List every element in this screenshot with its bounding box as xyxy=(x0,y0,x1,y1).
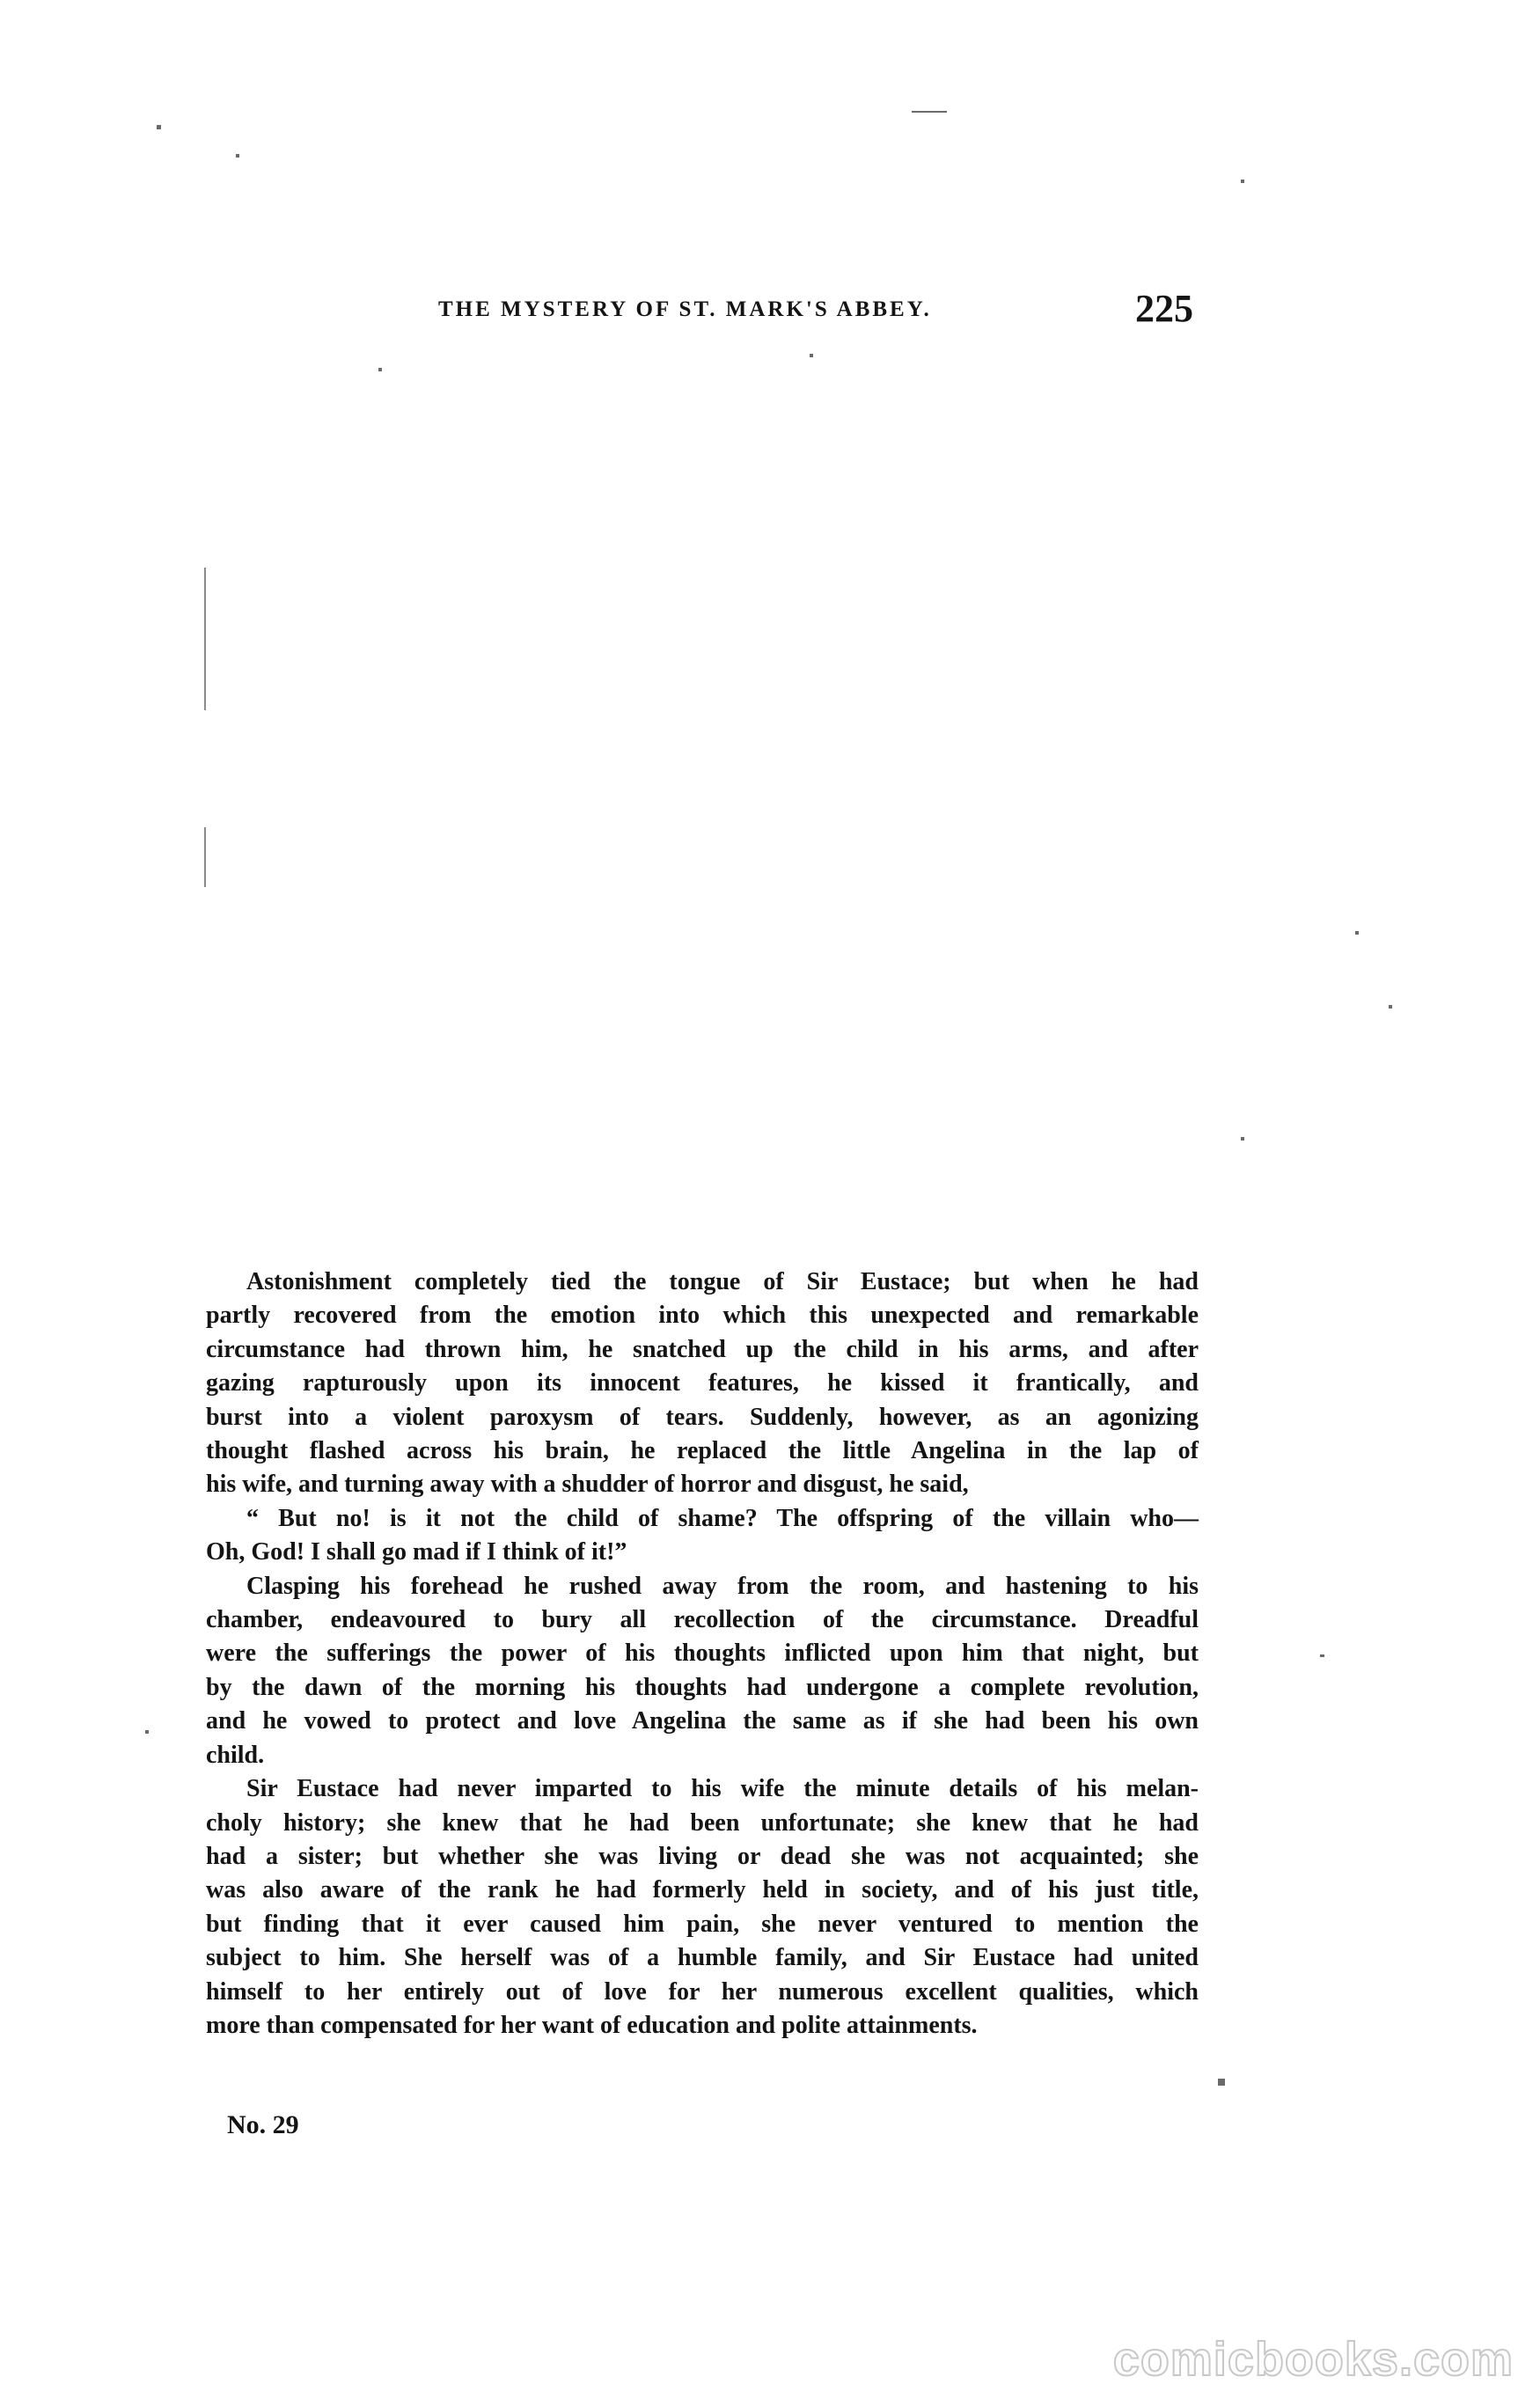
text-line: thought flashed across his brain, he replaced the little Angelina in the lap of xyxy=(206,1437,1199,1465)
running-title: THE MYSTERY OF ST. MARK'S ABBEY. xyxy=(438,297,932,321)
text-line: partly recovered from the emotion into which this unexpected and remarkable xyxy=(206,1302,1199,1330)
text-line: subject to him. She herself was of a humble family, and Sir Eustace had united xyxy=(206,1944,1199,1972)
text-line: more than compensated for her want of education and polite attainments. xyxy=(206,2011,978,2039)
scan-speck xyxy=(1320,1654,1324,1657)
text-line: gazing rapturously upon its innocent features, he kissed it frantically, and xyxy=(206,1369,1199,1397)
text-line: circumstance had thrown him, he snatched up the child in his arms, and after xyxy=(206,1335,1199,1363)
text-line: Astonishment completely tied the tongue of Sir Eustace; but when he had xyxy=(246,1268,1199,1295)
text-line: Clasping his forehead he rushed away from the room, and hastening to his xyxy=(246,1572,1199,1600)
text-line: Sir Eustace had never imparted to his wife the minute details of his melan- xyxy=(246,1775,1199,1803)
text-line: chamber, endeavoured to bury all recollection of the circumstance. Dreadful xyxy=(206,1606,1199,1634)
signature-mark: No. 29 xyxy=(227,2110,299,2139)
text-line: had a sister; but whether she was living or dead she was not acquainted; she xyxy=(206,1842,1199,1870)
scan-speck xyxy=(1241,180,1244,183)
text-line: was also aware of the rank he had formerly held in society, and of his just title, xyxy=(206,1876,1199,1904)
text-line: choly history; she knew that he had been unfortunate; she knew that he had xyxy=(206,1808,1199,1837)
scan-margin-line xyxy=(204,568,206,710)
text-line: Oh, God! I shall go mad if I think of it!” xyxy=(206,1538,627,1566)
scan-speck xyxy=(157,125,161,129)
scan-speck xyxy=(1218,2079,1225,2086)
scan-speck xyxy=(1355,931,1359,935)
scan-speck xyxy=(378,368,382,371)
scan-margin-line xyxy=(204,827,206,887)
body-text xyxy=(206,1265,1199,2043)
scan-speck xyxy=(810,354,813,357)
watermark-logo: comicbooks.com xyxy=(1112,2333,1514,2386)
scan-speck xyxy=(1389,1005,1392,1009)
page-number: 225 xyxy=(1135,287,1193,330)
text-line: by the dawn of the morning his thoughts had undergone a complete revolution, xyxy=(206,1673,1199,1701)
scan-speck xyxy=(236,154,239,158)
scan-speck xyxy=(912,111,947,113)
text-line: child. xyxy=(206,1741,265,1769)
text-line: himself to her entirely out of love for her numerous excellent qualities, which xyxy=(206,1977,1199,2006)
text-line: burst into a violent paroxysm of tears. Suddenly, however, as an agonizing xyxy=(206,1403,1199,1431)
text-line: were the sufferings the power of his thoughts inflicted upon him that night, but xyxy=(206,1639,1199,1668)
scan-speck xyxy=(145,1730,149,1734)
text-line: his wife, and turning away with a shudder of horror and disgust, he said, xyxy=(206,1471,969,1499)
text-line: but finding that it ever caused him pain, she never ventured to mention the xyxy=(206,1910,1199,1938)
text-line: “ But no! is it not the child of shame? The offspring of the villain who— xyxy=(246,1504,1199,1532)
text-line: and he vowed to protect and love Angelina the same as if she had been his own xyxy=(206,1707,1199,1735)
scan-speck xyxy=(1241,1137,1244,1141)
